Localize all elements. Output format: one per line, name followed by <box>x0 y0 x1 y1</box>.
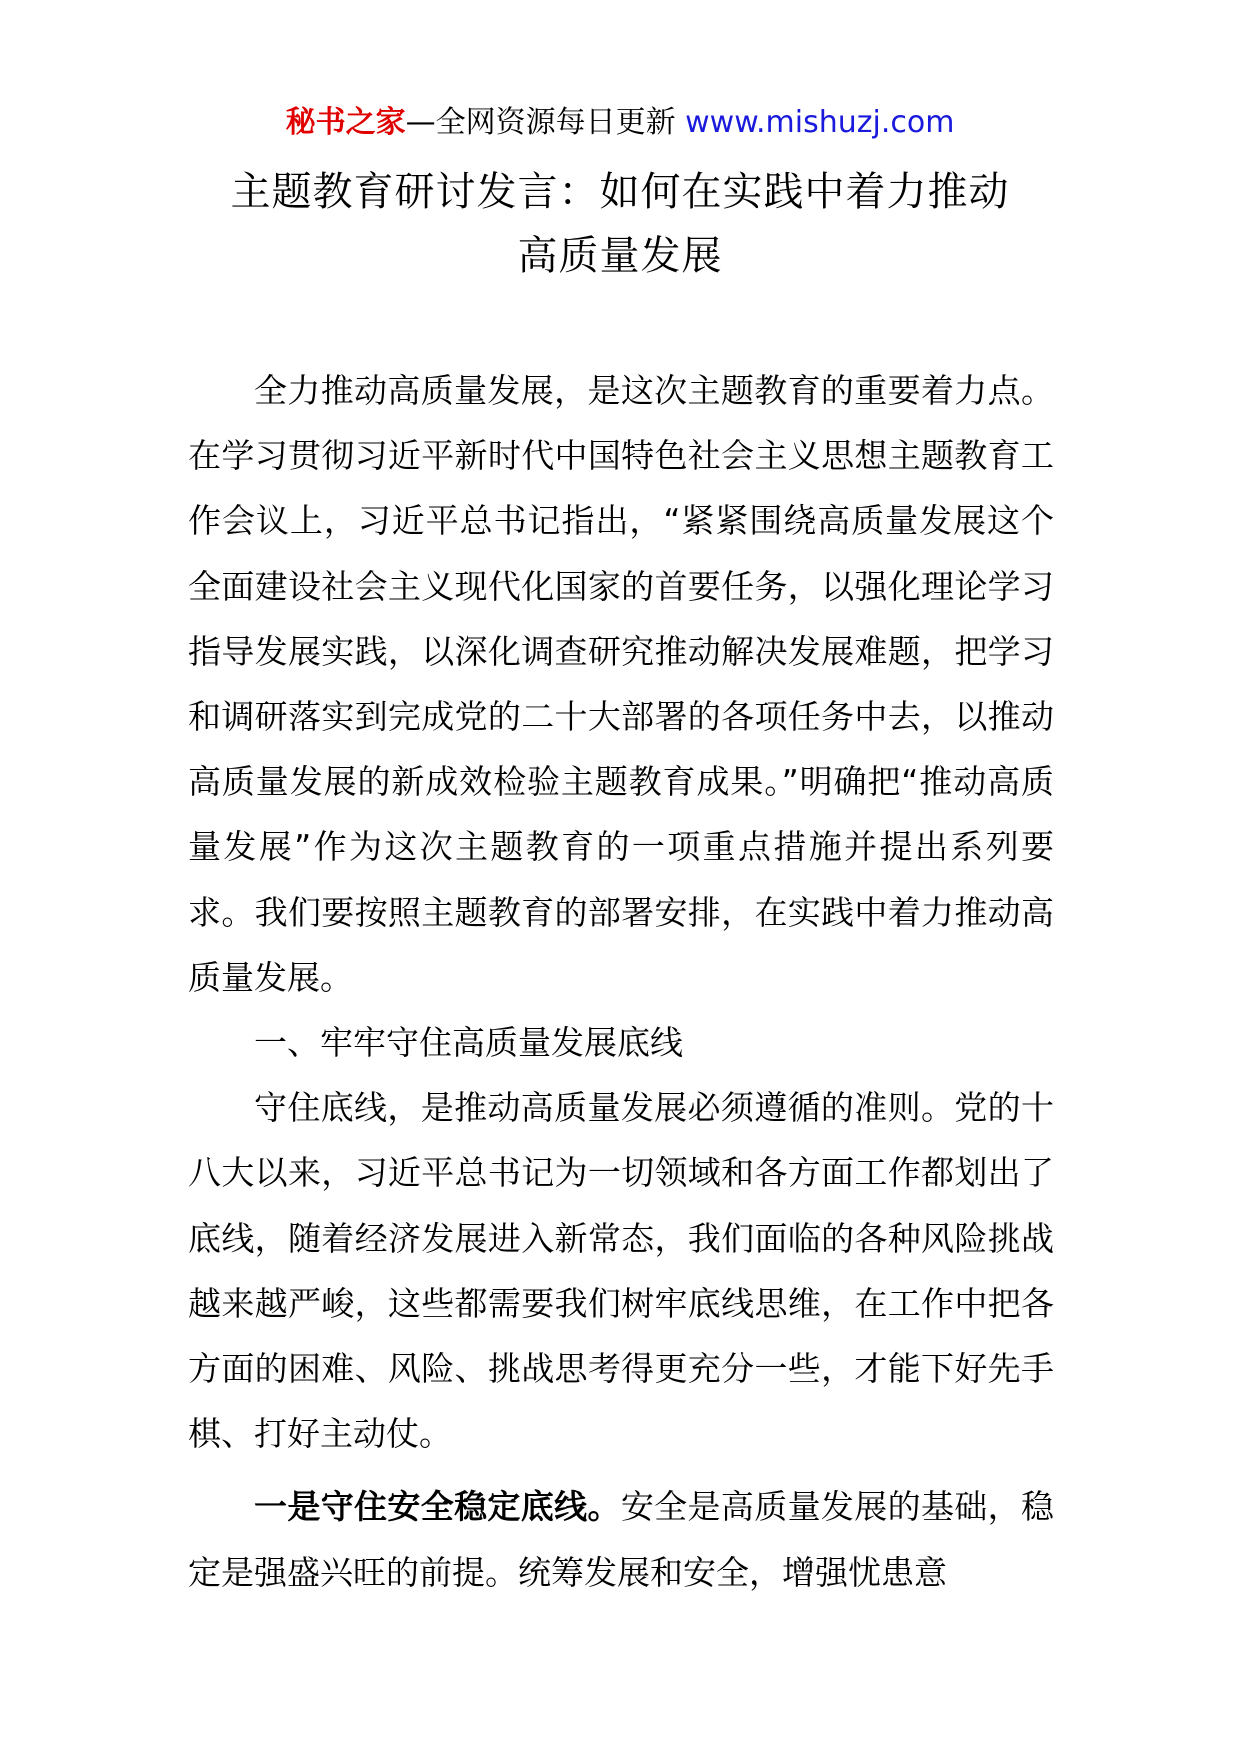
paragraph-bottom-line: 守住底线，是推动高质量发展必须遵循的准则。党的十八大以来，习近平总书记为一切领域和各方面工作都划出了底线，随着经济发展进入新常态，我们面临的各种风险挑战越来越严峻，这些都需要我们树牢底线思维，在工作中把各方面的困难、风险、挑战思考得更充分一些，才能下好先手棋、打好主动仗。 <box>188 1088 1054 1454</box>
title-line-2: 高质量发展 <box>517 233 723 279</box>
paragraph-safety-text: 安全是高质量发展的基础，稳定是强盛兴旺的前提。统筹发展和安全，增强忧患意 <box>188 1487 1055 1592</box>
section-heading: 一、牢牢守住高质量发展底线 <box>254 1023 683 1063</box>
header-slogan: —全网资源每日更新 <box>405 105 676 140</box>
title-line-1: 主题教育研讨发言：如何在实践中着力推动 <box>230 169 1010 215</box>
site-header <box>0 100 1240 146</box>
document-title <box>180 160 1060 288</box>
paragraph-intro: 全力推动高质量发展，是这次主题教育的重要着力点。在学习贯彻习近平新时代中国特色社会主义思想主题教育工作会议上，习近平总书记指出，“紧紧围绕高质量发展这个全面建设社会主义现代化国家的首要任务，以强化理论学习指导发展实践，以深化调查研究推动解决发展难题，把学习和调研落实到完成党的二十大部署的各项任务中去，以推动高质量发展的新成效检验主题教育成果。”明确把“推动高质量发展”作为这次主题教育的一项重点措施并提出系列要求。我们要按照主题教育的部署安排，在实践中着力推动高质量发展。 <box>188 371 1054 997</box>
paragraph-safety <box>188 1474 1054 1604</box>
paragraph-safety-lead: 一是守住安全稳定底线。 <box>254 1487 621 1527</box>
site-url-link[interactable]: www.mishuzj.com <box>685 105 955 140</box>
document-body <box>188 358 1054 1605</box>
brand-name: 秘书之家 <box>285 105 406 140</box>
